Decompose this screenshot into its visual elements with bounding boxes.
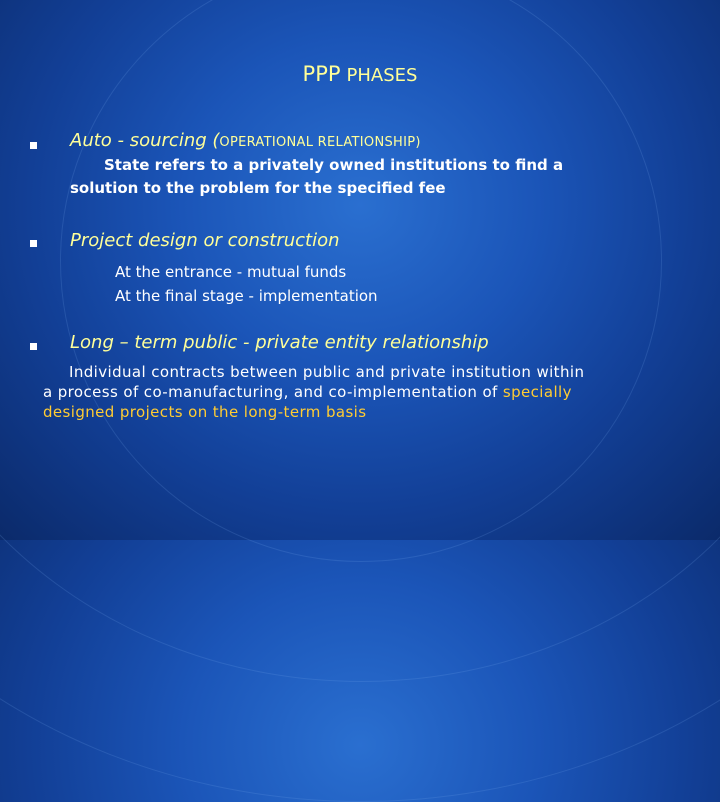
title-rest: PHASES xyxy=(346,65,418,86)
item-heading-long-term xyxy=(70,332,489,353)
bullet-icon xyxy=(30,343,37,350)
item-body-project-design xyxy=(115,260,675,308)
item-body-long-term xyxy=(43,362,703,422)
body-highlight: specially xyxy=(502,383,572,401)
heading-main: Long – term public - private entity relationship xyxy=(70,332,489,353)
body-line xyxy=(43,382,703,402)
body-highlight-line: designed projects on the long-term basis xyxy=(43,403,367,421)
item-body-auto-sourcing xyxy=(70,154,690,200)
body-line: State refers to a privately owned institutions to find a xyxy=(104,156,564,174)
body-text: a process of co-manufacturing, and co-implementation of xyxy=(43,383,503,401)
body-line: Individual contracts between public and private institution within xyxy=(69,363,585,381)
item-heading-auto-sourcing xyxy=(70,130,421,151)
item-heading-project-design xyxy=(70,230,340,251)
body-line: At the final stage - implementation xyxy=(115,287,378,305)
slide-title xyxy=(0,62,720,86)
bullet-icon xyxy=(30,142,37,149)
heading-small: OPERATIONAL RELATIONSHIP) xyxy=(219,135,421,150)
title-main: PPP xyxy=(302,62,341,86)
bullet-icon xyxy=(30,240,37,247)
heading-main: Project design or construction xyxy=(70,230,340,251)
body-line: solution to the problem for the specified fee xyxy=(70,179,446,197)
body-line: At the entrance - mutual funds xyxy=(115,263,347,281)
heading-main: Auto - sourcing ( xyxy=(70,130,220,151)
